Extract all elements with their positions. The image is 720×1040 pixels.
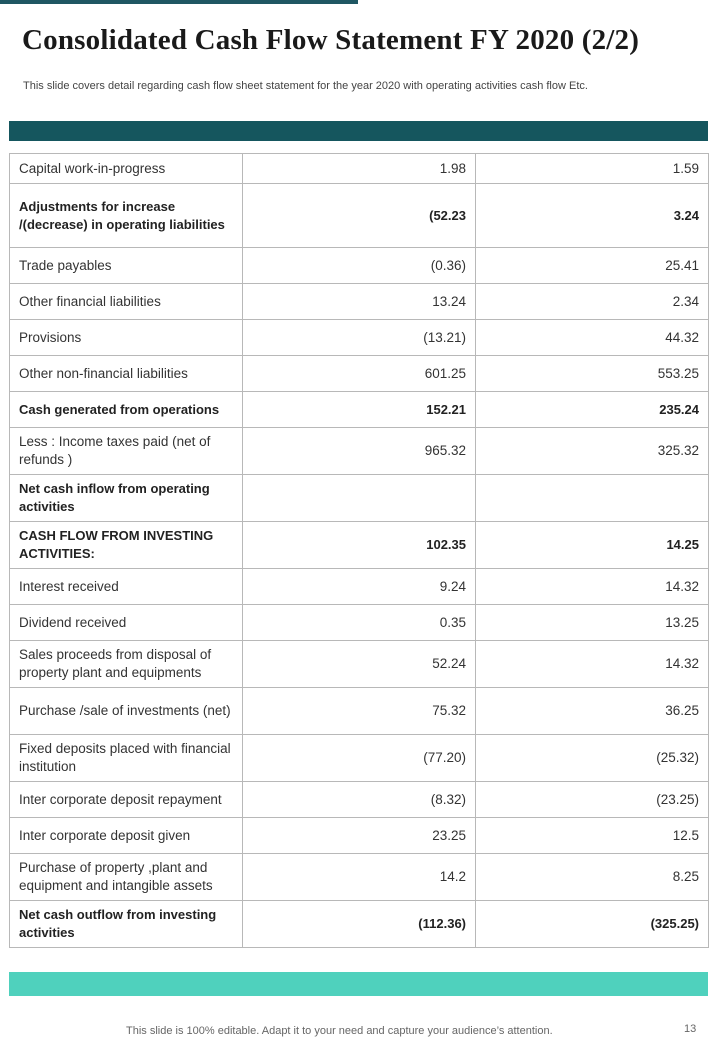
row-value-current: (13.21) xyxy=(243,320,476,356)
row-value-current: (112.36) xyxy=(243,901,476,948)
row-value-previous: 235.24 xyxy=(476,392,709,428)
row-value-current: (8.32) xyxy=(243,782,476,818)
row-value-current: 13.24 xyxy=(243,284,476,320)
row-label: Other non-financial liabilities xyxy=(10,356,243,392)
table-row xyxy=(10,320,709,356)
table-row xyxy=(10,392,709,428)
row-value-previous: 3.24 xyxy=(476,184,709,248)
table-row xyxy=(10,605,709,641)
table-row xyxy=(10,356,709,392)
row-value-previous: 1.59 xyxy=(476,154,709,184)
row-value-current: 14.2 xyxy=(243,854,476,901)
row-value-previous: 14.32 xyxy=(476,569,709,605)
row-value-current: (52.23 xyxy=(243,184,476,248)
row-value-current: 601.25 xyxy=(243,356,476,392)
table-row xyxy=(10,901,709,948)
row-value-current: 1.98 xyxy=(243,154,476,184)
table-row xyxy=(10,818,709,854)
row-value-previous: 2.34 xyxy=(476,284,709,320)
row-label: Interest received xyxy=(10,569,243,605)
cash-flow-table xyxy=(9,153,709,948)
table-row xyxy=(10,854,709,901)
row-label: Capital work-in-progress xyxy=(10,154,243,184)
row-label: Inter corporate deposit given xyxy=(10,818,243,854)
row-value-current: 52.24 xyxy=(243,641,476,688)
row-value-previous: (23.25) xyxy=(476,782,709,818)
row-value-previous: (25.32) xyxy=(476,735,709,782)
row-label: CASH FLOW FROM INVESTING ACTIVITIES: xyxy=(10,522,243,569)
table-row xyxy=(10,428,709,475)
row-value-previous: 36.25 xyxy=(476,688,709,735)
table-row xyxy=(10,641,709,688)
table-row xyxy=(10,688,709,735)
table-row xyxy=(10,248,709,284)
page-number: 13 xyxy=(684,1023,697,1035)
row-label: Fixed deposits placed with financial institution xyxy=(10,735,243,782)
row-label: Net cash outflow from investing activities xyxy=(10,901,243,948)
row-label: Dividend received xyxy=(10,605,243,641)
footnote: This slide is 100% editable. Adapt it to your need and capture your audience’s attention. xyxy=(126,1025,553,1037)
row-value-previous: 44.32 xyxy=(476,320,709,356)
row-value-current xyxy=(243,475,476,522)
row-value-previous: 13.25 xyxy=(476,605,709,641)
row-value-previous: 12.5 xyxy=(476,818,709,854)
row-value-current: 0.35 xyxy=(243,605,476,641)
row-label: Other financial liabilities xyxy=(10,284,243,320)
table-row xyxy=(10,475,709,522)
table-row xyxy=(10,522,709,569)
row-label: Sales proceeds from disposal of property plant and equipments xyxy=(10,641,243,688)
row-value-current: (0.36) xyxy=(243,248,476,284)
row-label: Inter corporate deposit repayment xyxy=(10,782,243,818)
table-header-band xyxy=(9,121,708,141)
row-label: Purchase of property ,plant and equipment and intangible assets xyxy=(10,854,243,901)
table-row xyxy=(10,154,709,184)
row-value-current: 102.35 xyxy=(243,522,476,569)
row-label: Cash generated from operations xyxy=(10,392,243,428)
row-value-current: 75.32 xyxy=(243,688,476,735)
row-value-previous: (325.25) xyxy=(476,901,709,948)
row-value-current: 965.32 xyxy=(243,428,476,475)
row-value-previous: 553.25 xyxy=(476,356,709,392)
row-value-current: (77.20) xyxy=(243,735,476,782)
page-title: Consolidated Cash Flow Statement FY 2020 (2/2) xyxy=(22,24,640,56)
top-accent-bar xyxy=(0,0,358,4)
row-label: Adjustments for increase /(decrease) in operating liabilities xyxy=(10,184,243,248)
row-value-current: 23.25 xyxy=(243,818,476,854)
row-value-previous: 14.25 xyxy=(476,522,709,569)
row-label: Less : Income taxes paid (net of refunds ) xyxy=(10,428,243,475)
table-row xyxy=(10,284,709,320)
row-label: Purchase /sale of investments (net) xyxy=(10,688,243,735)
row-label: Trade payables xyxy=(10,248,243,284)
table-footer-band xyxy=(9,972,708,996)
table-row xyxy=(10,569,709,605)
row-value-previous xyxy=(476,475,709,522)
row-value-previous: 14.32 xyxy=(476,641,709,688)
row-value-current: 152.21 xyxy=(243,392,476,428)
table-row xyxy=(10,782,709,818)
page-subtitle: This slide covers detail regarding cash flow sheet statement for the year 2020 with operating activities cash flow Etc. xyxy=(23,80,588,92)
row-value-previous: 25.41 xyxy=(476,248,709,284)
row-value-previous: 8.25 xyxy=(476,854,709,901)
table-row xyxy=(10,735,709,782)
row-value-previous: 325.32 xyxy=(476,428,709,475)
row-label: Provisions xyxy=(10,320,243,356)
row-label: Net cash inflow from operating activities xyxy=(10,475,243,522)
row-value-current: 9.24 xyxy=(243,569,476,605)
table-row xyxy=(10,184,709,248)
